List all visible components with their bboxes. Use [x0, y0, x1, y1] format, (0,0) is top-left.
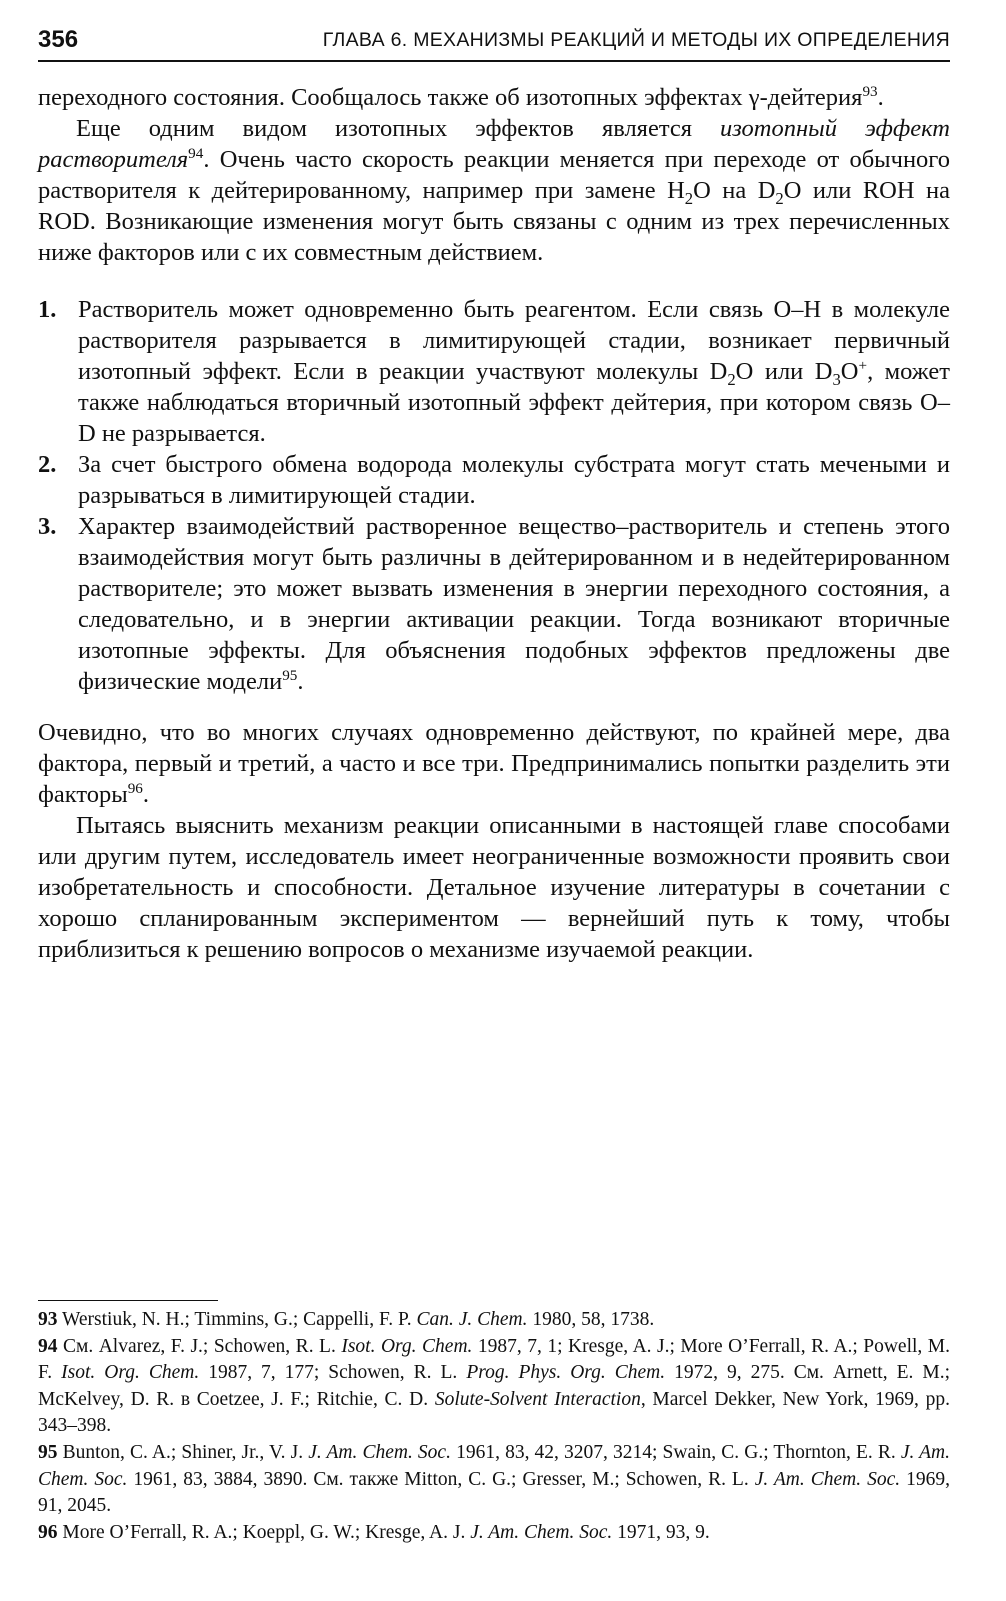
page-header: [38, 18, 950, 62]
list-item: 3. Характер взаимодействий растворенное вещество–растворитель и степень этого взаимодействия могут быть различны в дейтерированном и в недейтерированном растворителе; это может вызвать изменения в энергии переходного состояния, а следовательно, и в энергии активации реакции. Тогда возникают вторичные изотопные эффекты. Для объяснения подобных эффектов предложены две физические модели$^{95}$.: [38, 513, 950, 695]
footnote-ref-95: 95: [282, 666, 298, 684]
paragraph-2: Еще одним видом изотопных эффектов является изотопный эффект растворителя$^{94}$. Очень часто скорость реакции меняется при переходе от обычного растворителя к дейтерированному, например при замене $H_2O$ на $D_2O$ или ROH на ROD. Возникающие изменения могут быть связаны с одним из трех перечисленных ниже факторов или с их совместным действием.: [38, 115, 950, 266]
footnote-93: 93 Werstiuk, N. H.; Timmins, G.; Cappelli, F. P. Can. J. Chem. 1980, 58, 1738.: [38, 1309, 655, 1330]
footnote-ref-96: 96: [127, 779, 143, 797]
paragraph-3: Очевидно, что во многих случаях одновременно действуют, по крайней мере, два фактора, первый и третий, а часто и все три. Предпринимались попытки разделить эти факторы$^{96}$.: [38, 719, 950, 808]
list-number: 3.: [38, 513, 57, 540]
footnote-ref-93: 93: [862, 82, 878, 100]
footnote-ref-94: 94: [188, 144, 204, 162]
paragraph-1: переходного состояния. Сообщалось также об изотопных эффектах γ-дейтерия$^{93}$.: [38, 82, 884, 111]
page-number: 356: [38, 26, 79, 53]
italic-term: изотопный эффект растворителя: [38, 115, 950, 173]
running-title: ГЛАВА 6. МЕХАНИЗМЫ РЕАКЦИЙ И МЕТОДЫ ИХ ОПРЕДЕЛЕНИЯ: [322, 29, 950, 51]
book-page: [38, 18, 950, 1578]
main-text: [38, 82, 950, 965]
footnote-divider: [38, 1300, 218, 1301]
list-item: 1. Растворитель может одновременно быть реагентом. Если связь O–H в молекуле растворителя разрывается в лимитирующей стадии, возникает первичный изотопный эффект. Если в реакции участвуют молекулы $D_2O$ или $D_3O^+$, может также наблюдаться вторичный изотопный эффект дейтерия, при котором связь O–D не разрывается.: [38, 296, 950, 447]
list-number: 1.: [38, 296, 57, 323]
footnotes: [38, 1300, 950, 1546]
list-item: 2. За счет быстрого обмена водорода молекулы субстрата могут стать мечеными и разрываться в лимитирующей стадии.: [38, 451, 950, 509]
factor-list: [38, 294, 950, 697]
footnote-95: 95 Bunton, C. A.; Shiner, Jr., V. J. J. Am. Chem. Soc. 1961, 83, 42, 3207, 3214; Swain, C. G.; Thornton, E. R. J. Am. Chem. Soc. 1961, 83, 3884, 3890. См. также Mitton, C. G.; Gresser, M.; Schowen, R. L. J. Am. Chem. Soc. 1969, 91, 2045.: [38, 1441, 951, 1517]
footnote-96: 96 More O’Ferrall, R. A.; Koeppl, G. W.; Kresge, A. J. J. Am. Chem. Soc. 1971, 93, 9.: [38, 1521, 710, 1543]
list-number: 2.: [38, 451, 57, 478]
footnote-94: 94 См. Alvarez, F. J.; Schowen, R. L. Isot. Org. Chem. 1987, 7, 1; Kresge, A. J.; More O’Ferrall, R. A.; Powell, M. F. Isot. Org. Chem. 1987, 7, 177; Schowen, R. L. Prog. Phys. Org. Chem. 1972, 9, 275. См. Arnett, E. M.; McKelvey, D. R. в Coetzee, J. F.; Ritchie, C. D. Solute-Solvent Interaction, Marcel Dekker, New York, 1969, pp. 343–398.: [38, 1335, 951, 1437]
paragraph-4: Пытаясь выяснить механизм реакции описанными в настоящей главе способами или другим путем, исследователь имеет неограниченные возможности проявить свои изобретательность и способности. Детальное изучение литературы в сочетании с хорошо спланированным экспериментом — вернейший путь к тому, чтобы приблизиться к решению вопросов о механизме изучаемой реакции.: [38, 812, 950, 963]
